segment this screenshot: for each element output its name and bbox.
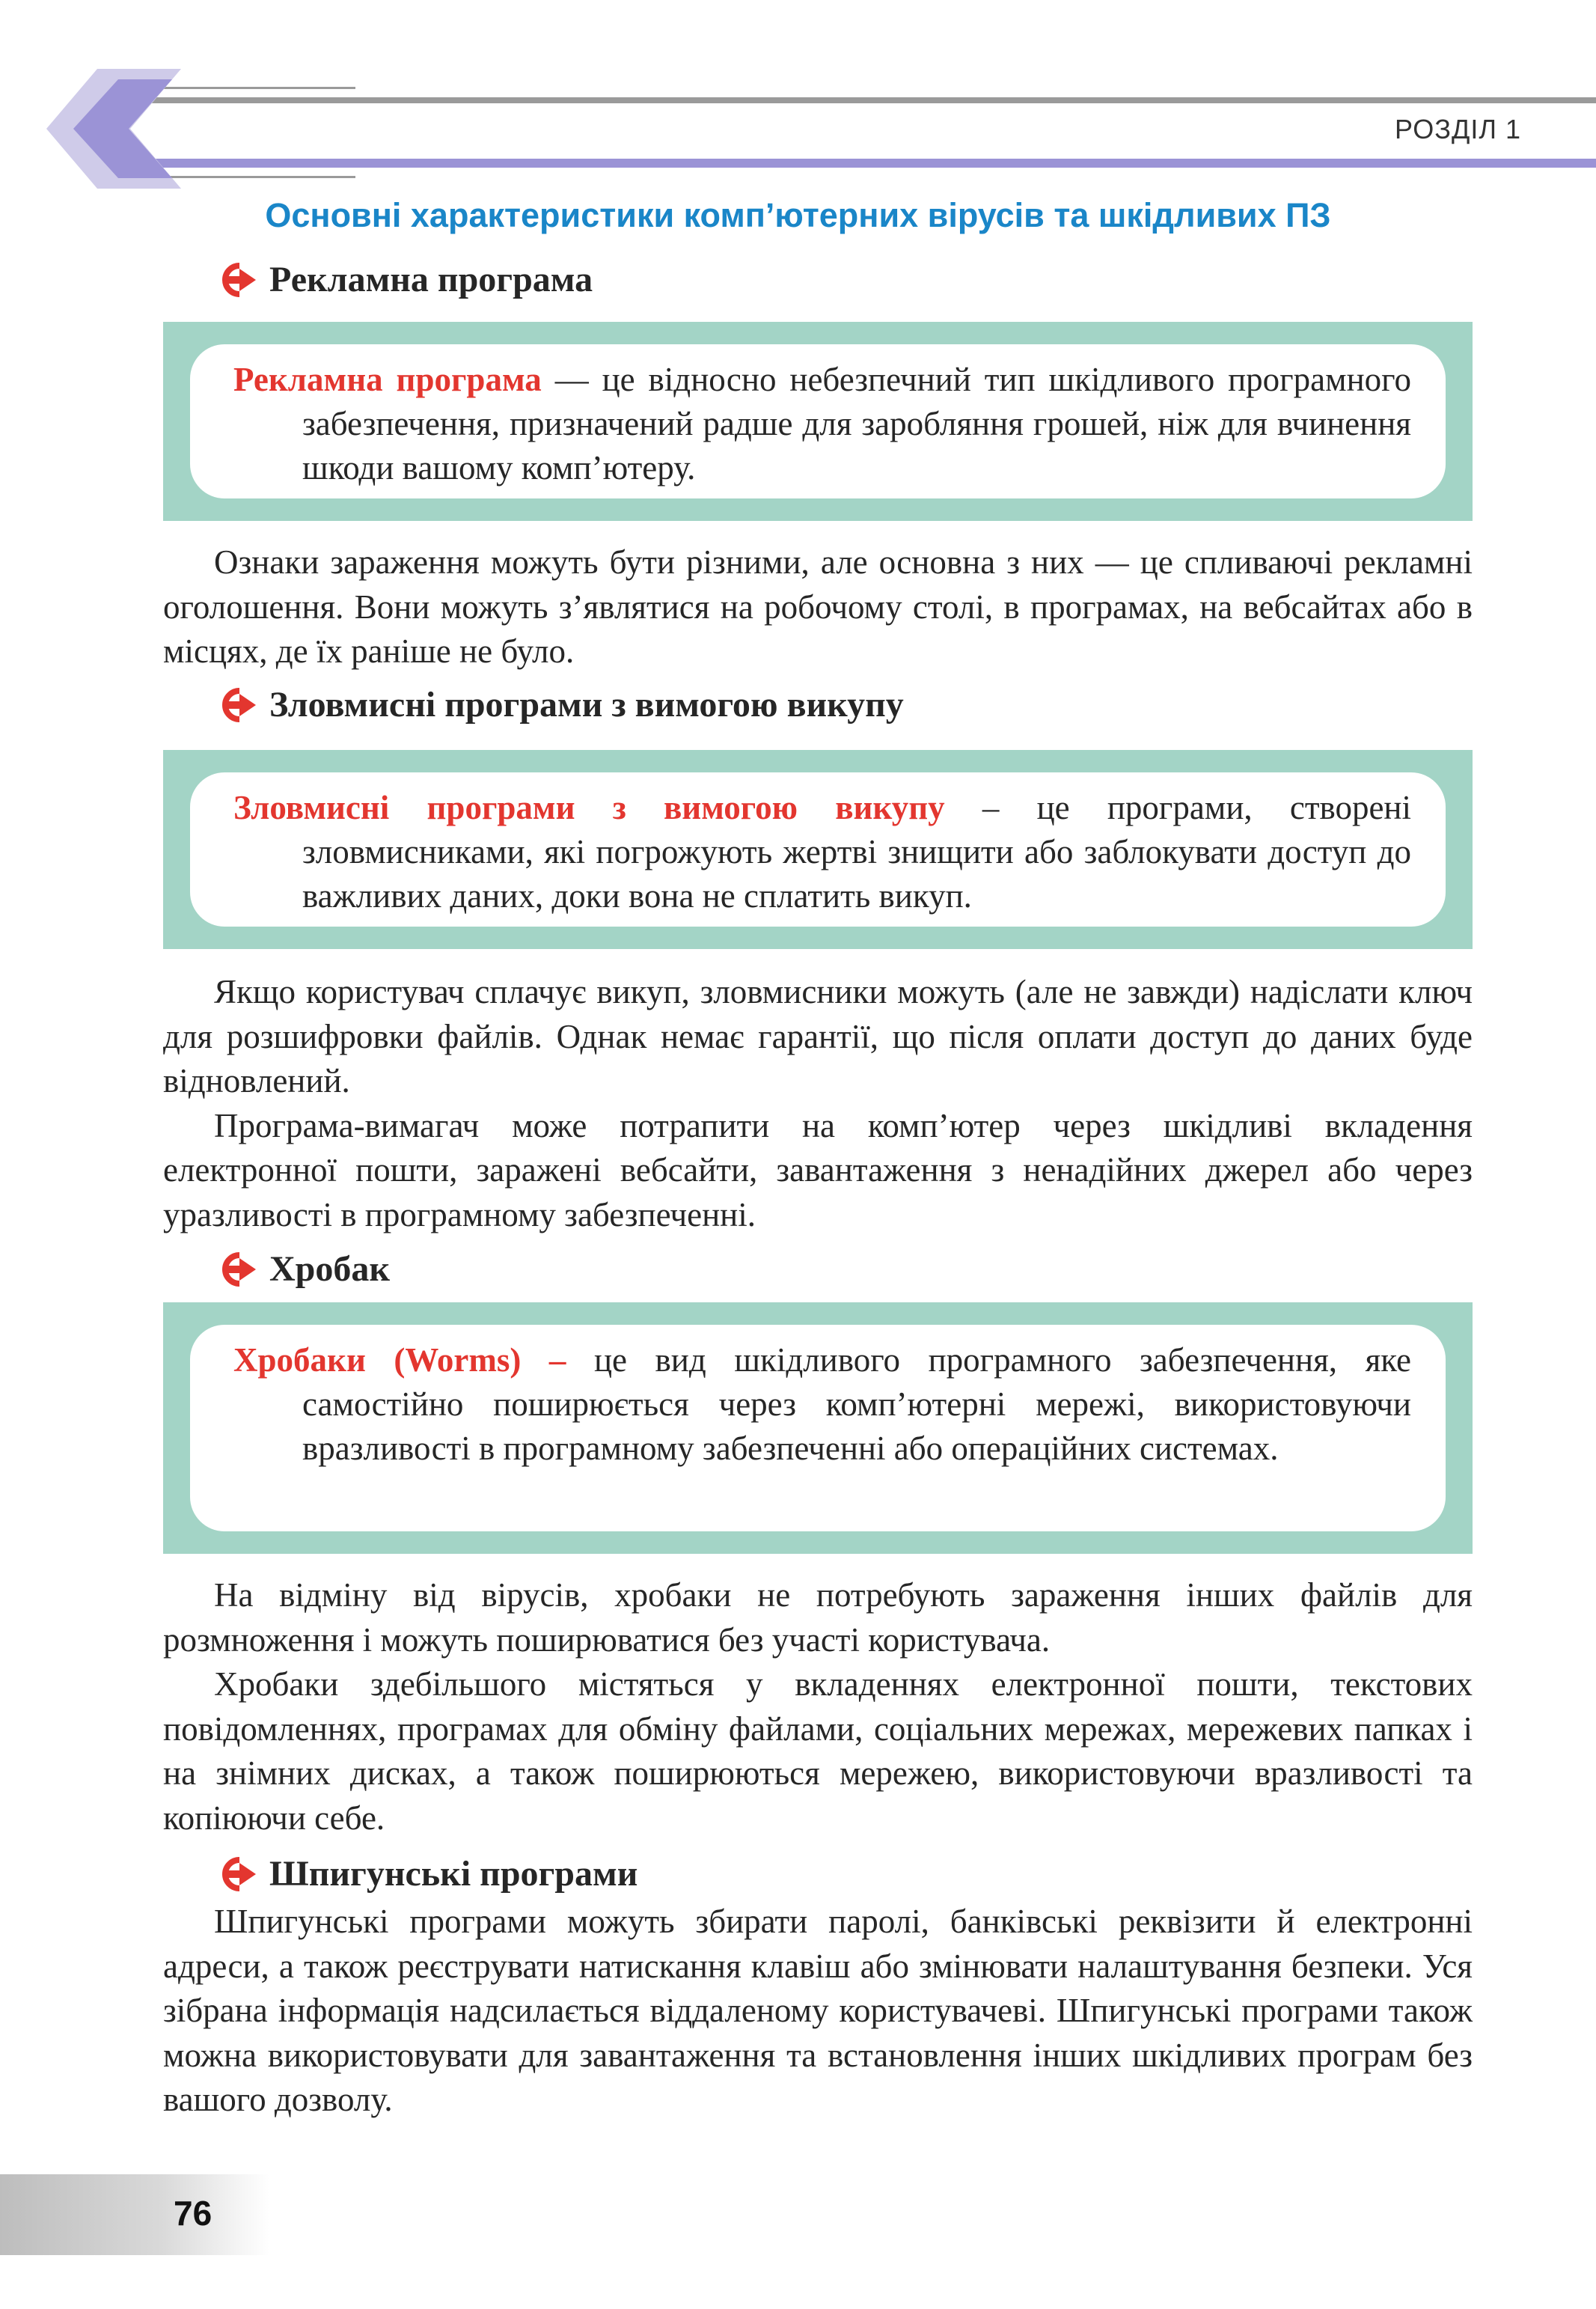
- red-arrow-icon: [217, 688, 257, 722]
- section-heading-text: Рекламна програма: [269, 260, 593, 299]
- footer-band: [0, 2174, 269, 2255]
- definition-body: це вид шкідливого програмного забезпечення, яке самостійно поширюється через комп’ютерні мережі, використовуючи вразливості в програмному забезпеченні або операційних системах.: [302, 1341, 1411, 1467]
- definition-term: Зловмисні програми з вимогою викупу: [233, 789, 945, 826]
- definition-text: [233, 358, 1411, 490]
- paragraph: Ознаки зараження можуть бути різними, але основна з них — це спливаючі рекламні оголошення. Вони можуть з’являтися на робочому столі, в програмах, на вебсайтах або в місцях, де їх раніше не було.: [163, 543, 1473, 670]
- section-body-adware: [163, 540, 1473, 674]
- red-arrow-icon: [217, 1857, 257, 1891]
- section-body-spyware: [163, 1900, 1473, 2123]
- header-rule-purple: [150, 159, 1596, 168]
- definition-box-ransomware: [163, 750, 1473, 949]
- paragraph: Якщо користувач сплачує викуп, зловмисники можуть (але не завжди) надіслати ключ для розшифровки файлів. Однак немає гарантії, що після оплати доступ до даних буде відновлений.: [163, 973, 1473, 1099]
- section-heading-adware: [217, 259, 593, 300]
- red-arrow-icon: [217, 263, 257, 297]
- definition-term: Рекламна програма: [233, 361, 542, 398]
- section-heading-text: Зловмисні програми з вимогою викупу: [269, 685, 904, 725]
- page-title: Основні характеристики комп’ютерних вірусів та шкідливих ПЗ: [265, 196, 1331, 234]
- section-label: РОЗДІЛ 1: [1395, 114, 1521, 144]
- section-body-worm: [163, 1573, 1473, 1840]
- paragraph: На відміну від вірусів, хробаки не потребують зараження інших файлів для розмноження і можуть поширюватися без участі користувача.: [163, 1576, 1473, 1659]
- section-heading-text: Шпигунські програми: [269, 1854, 638, 1894]
- chevron-left-icon: [46, 69, 181, 189]
- definition-text: [233, 1338, 1411, 1471]
- header-thin-rule-bottom: [153, 176, 355, 178]
- definition-box-inner: [190, 772, 1446, 927]
- header-thin-rule-top: [153, 87, 355, 89]
- paragraph: Шпигунські програми можуть збирати паролі, банківські реквізити й електронні адреси, а також реєструвати натискання клавіш або змінювати налаштування безпеки. Уся зібрана інформація надсилається віддаленому користувачеві. Шпигунські програми також можна використовувати для завантаження та встановлення інших шкідливих програм без вашого дозволу.: [163, 1903, 1473, 2118]
- page-number: 76: [174, 2194, 213, 2233]
- definition-box-inner: [190, 344, 1446, 498]
- definition-box-inner: [190, 1325, 1446, 1531]
- definition-term: Хробаки (Worms) –: [233, 1341, 566, 1379]
- definition-body: — це відносно небезпечний тип шкідливого програмного забезпечення, призначений радше для заробляння грошей, ніж для вчинення шкоди вашому комп’ютеру.: [302, 361, 1412, 486]
- section-heading-text: Хробак: [269, 1249, 391, 1289]
- section-heading-worm: [217, 1248, 390, 1290]
- paragraph: Програма-вимагач може потрапити на комп’ютер через шкідливі вкладення електронної пошти, заражені вебсайти, завантаження з ненадійних джерел або через уразливості в програмному забезпеченні.: [163, 1106, 1473, 1233]
- paragraph: Хробаки здебільшого містяться у вкладеннях електронної пошти, текстових повідомленнях, програмах для обміну файлами, соціальних мережах, мережевих папках і на знімних дисках, а також поширюються мережею, використовуючи вразливості та копіюючи себе.: [163, 1665, 1473, 1837]
- section-heading-spyware: [217, 1853, 638, 1894]
- definition-box-adware: [163, 322, 1473, 521]
- header-rule-gray: [150, 97, 1596, 103]
- red-arrow-icon: [217, 1252, 257, 1287]
- section-heading-ransomware: [217, 684, 904, 725]
- definition-text: [233, 786, 1411, 918]
- definition-body: – це програми, створені зловмисниками, які погрожують жертві знищити або заблокувати доступ до важливих даних, доки вона не сплатить викуп.: [302, 789, 1411, 915]
- definition-box-worm: [163, 1302, 1473, 1554]
- section-body-ransomware: [163, 970, 1473, 1237]
